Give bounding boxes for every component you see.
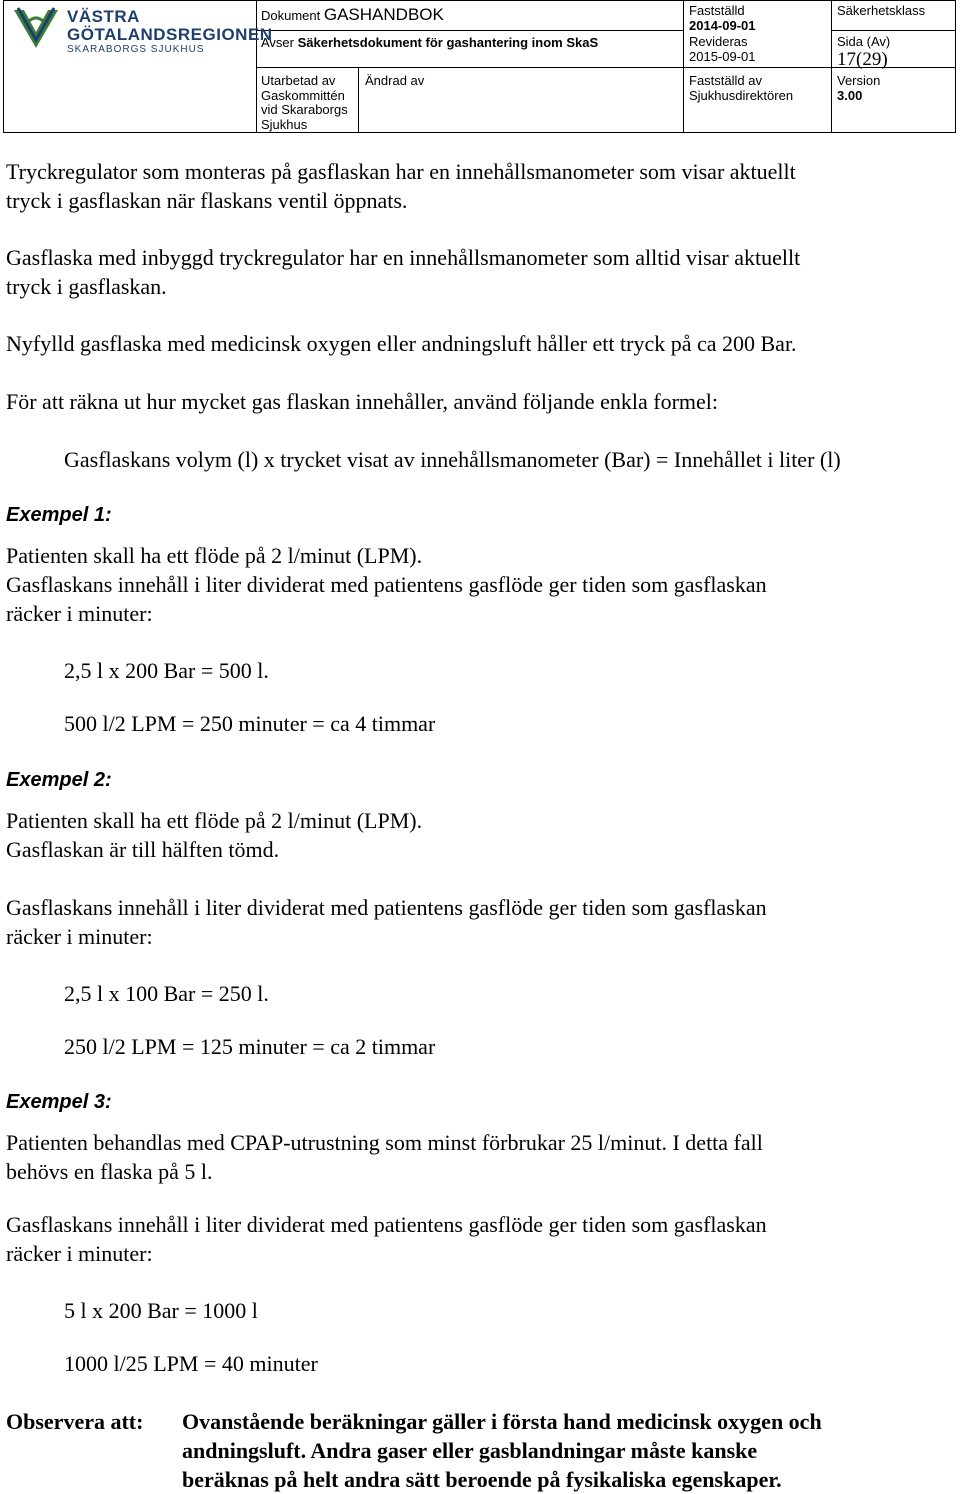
vgr-emblem-icon [10, 4, 62, 54]
utarbetad-label: Utarbetad av [261, 73, 336, 88]
example-2-calc-2: 250 l/2 LPM = 125 minuter = ca 2 timmar [64, 1034, 436, 1059]
version-label: Version [837, 73, 881, 88]
faststalld-av-label: Fastställd av [689, 73, 762, 88]
faststalld-value: 2014-09-01 [689, 18, 756, 33]
avser-value: Säkerhetsdokument för gashantering inom SkaS [297, 35, 599, 50]
example-1-line-3: räcker i minuter: [6, 601, 153, 626]
paragraph-1-line-2: tryck i gasflaskan när flaskans ventil öppnats. [6, 188, 408, 213]
example-3-line-4: räcker i minuter: [6, 1241, 153, 1266]
dokument-label: Dokument [261, 8, 321, 23]
example-2-line-3: Gasflaskans innehåll i liter dividerat med patientens gasflöde ger tiden som gasflaskan [6, 895, 767, 920]
example-2-line-2: Gasflaskan är till hälften tömd. [6, 837, 280, 862]
utarbetad-line-2: vid Skaraborgs [261, 102, 348, 117]
logo-line-1: VÄSTRA [67, 7, 140, 26]
example-1-line-2: Gasflaskans innehåll i liter dividerat med patientens gasflöde ger tiden som gasflaskan [6, 572, 767, 597]
revideras-value: 2015-09-01 [689, 49, 756, 64]
logo-line-3: SKARABORGS SJUKHUS [67, 44, 205, 55]
example-2-calc-1: 2,5 l x 100 Bar = 250 l. [64, 981, 269, 1006]
faststalld-av-value: Sjukhusdirektören [689, 88, 794, 103]
vgr-logo [10, 4, 273, 55]
dokument-cell [261, 5, 444, 24]
example-3-line-3: Gasflaskans innehåll i liter dividerat med patientens gasflöde ger tiden som gasflaskan [6, 1212, 767, 1237]
utarbetad-line-1: Gaskommittén [261, 87, 345, 103]
paragraph-3: Nyfylld gasflaska med medicinsk oxygen eller andningsluft håller ett tryck på ca 200 Bar. [6, 331, 797, 356]
sakerhetsklass-label: Säkerhetsklass [837, 3, 926, 18]
note-label: Observera att: [6, 1409, 144, 1434]
paragraph-2-line-1: Gasflaska med inbyggd tryckregulator har en innehållsmanometer som alltid visar aktuellt [6, 245, 801, 270]
revideras-label: Revideras [689, 34, 748, 49]
example-1-calc-1: 2,5 l x 200 Bar = 500 l. [64, 658, 269, 683]
example-3-calc-1: 5 l x 200 Bar = 1000 l [64, 1298, 258, 1323]
paragraph-4: För att räkna ut hur mycket gas flaskan innehåller, använd följande enkla formel: [6, 389, 719, 414]
example-1-heading: Exempel 1: [6, 504, 112, 526]
example-1-line-1: Patienten skall ha ett flöde på 2 l/minut (LPM). [6, 543, 423, 568]
paragraph-2-line-2: tryck i gasflaskan. [6, 274, 167, 299]
example-3-heading: Exempel 3: [6, 1091, 112, 1113]
andrad-label: Ändrad av [365, 73, 425, 88]
avser-label: Avser [261, 35, 294, 50]
note-line-1: Ovanstående beräkningar gäller i första hand medicinsk oxygen och [182, 1409, 822, 1434]
sida-label: Sida (Av) [837, 34, 891, 49]
example-2-heading: Exempel 2: [6, 769, 112, 791]
utarbetad-cell [261, 74, 348, 132]
example-3-calc-2: 1000 l/25 LPM = 40 minuter [64, 1351, 318, 1376]
faststalld-label: Fastställd [689, 3, 745, 18]
version-value: 3.00 [837, 88, 863, 103]
note-line-2: andningsluft. Andra gaser eller gasblandningar måste kanske [182, 1438, 758, 1463]
example-1-calc-2: 500 l/2 LPM = 250 minuter = ca 4 timmar [64, 711, 436, 736]
example-3-line-2: behövs en flaska på 5 l. [6, 1159, 213, 1184]
example-2-line-1: Patienten skall ha ett flöde på 2 l/minut (LPM). [6, 808, 423, 833]
dokument-value: GASHANDBOK [323, 5, 444, 24]
example-2-line-4: räcker i minuter: [6, 924, 153, 949]
avser-cell [261, 36, 598, 51]
note-line-3: beräknas på helt andra sätt beroende på fysikaliska egenskaper. [182, 1467, 782, 1492]
paragraph-1-line-1: Tryckregulator som monteras på gasflaskan har en innehållsmanometer som visar aktuellt [6, 159, 796, 184]
sida-value: 17(29) [837, 49, 888, 70]
utarbetad-line-3: Sjukhus [261, 116, 308, 132]
example-3-line-1: Patienten behandlas med CPAP-utrustning som minst förbrukar 25 l/minut. I detta fall [6, 1130, 763, 1155]
formula: Gasflaskans volym (l) x trycket visat av innehållsmanometer (Bar) = Innehållet i liter (l) [64, 447, 841, 472]
logo-line-2: GÖTALANDSREGIONEN [67, 25, 273, 44]
